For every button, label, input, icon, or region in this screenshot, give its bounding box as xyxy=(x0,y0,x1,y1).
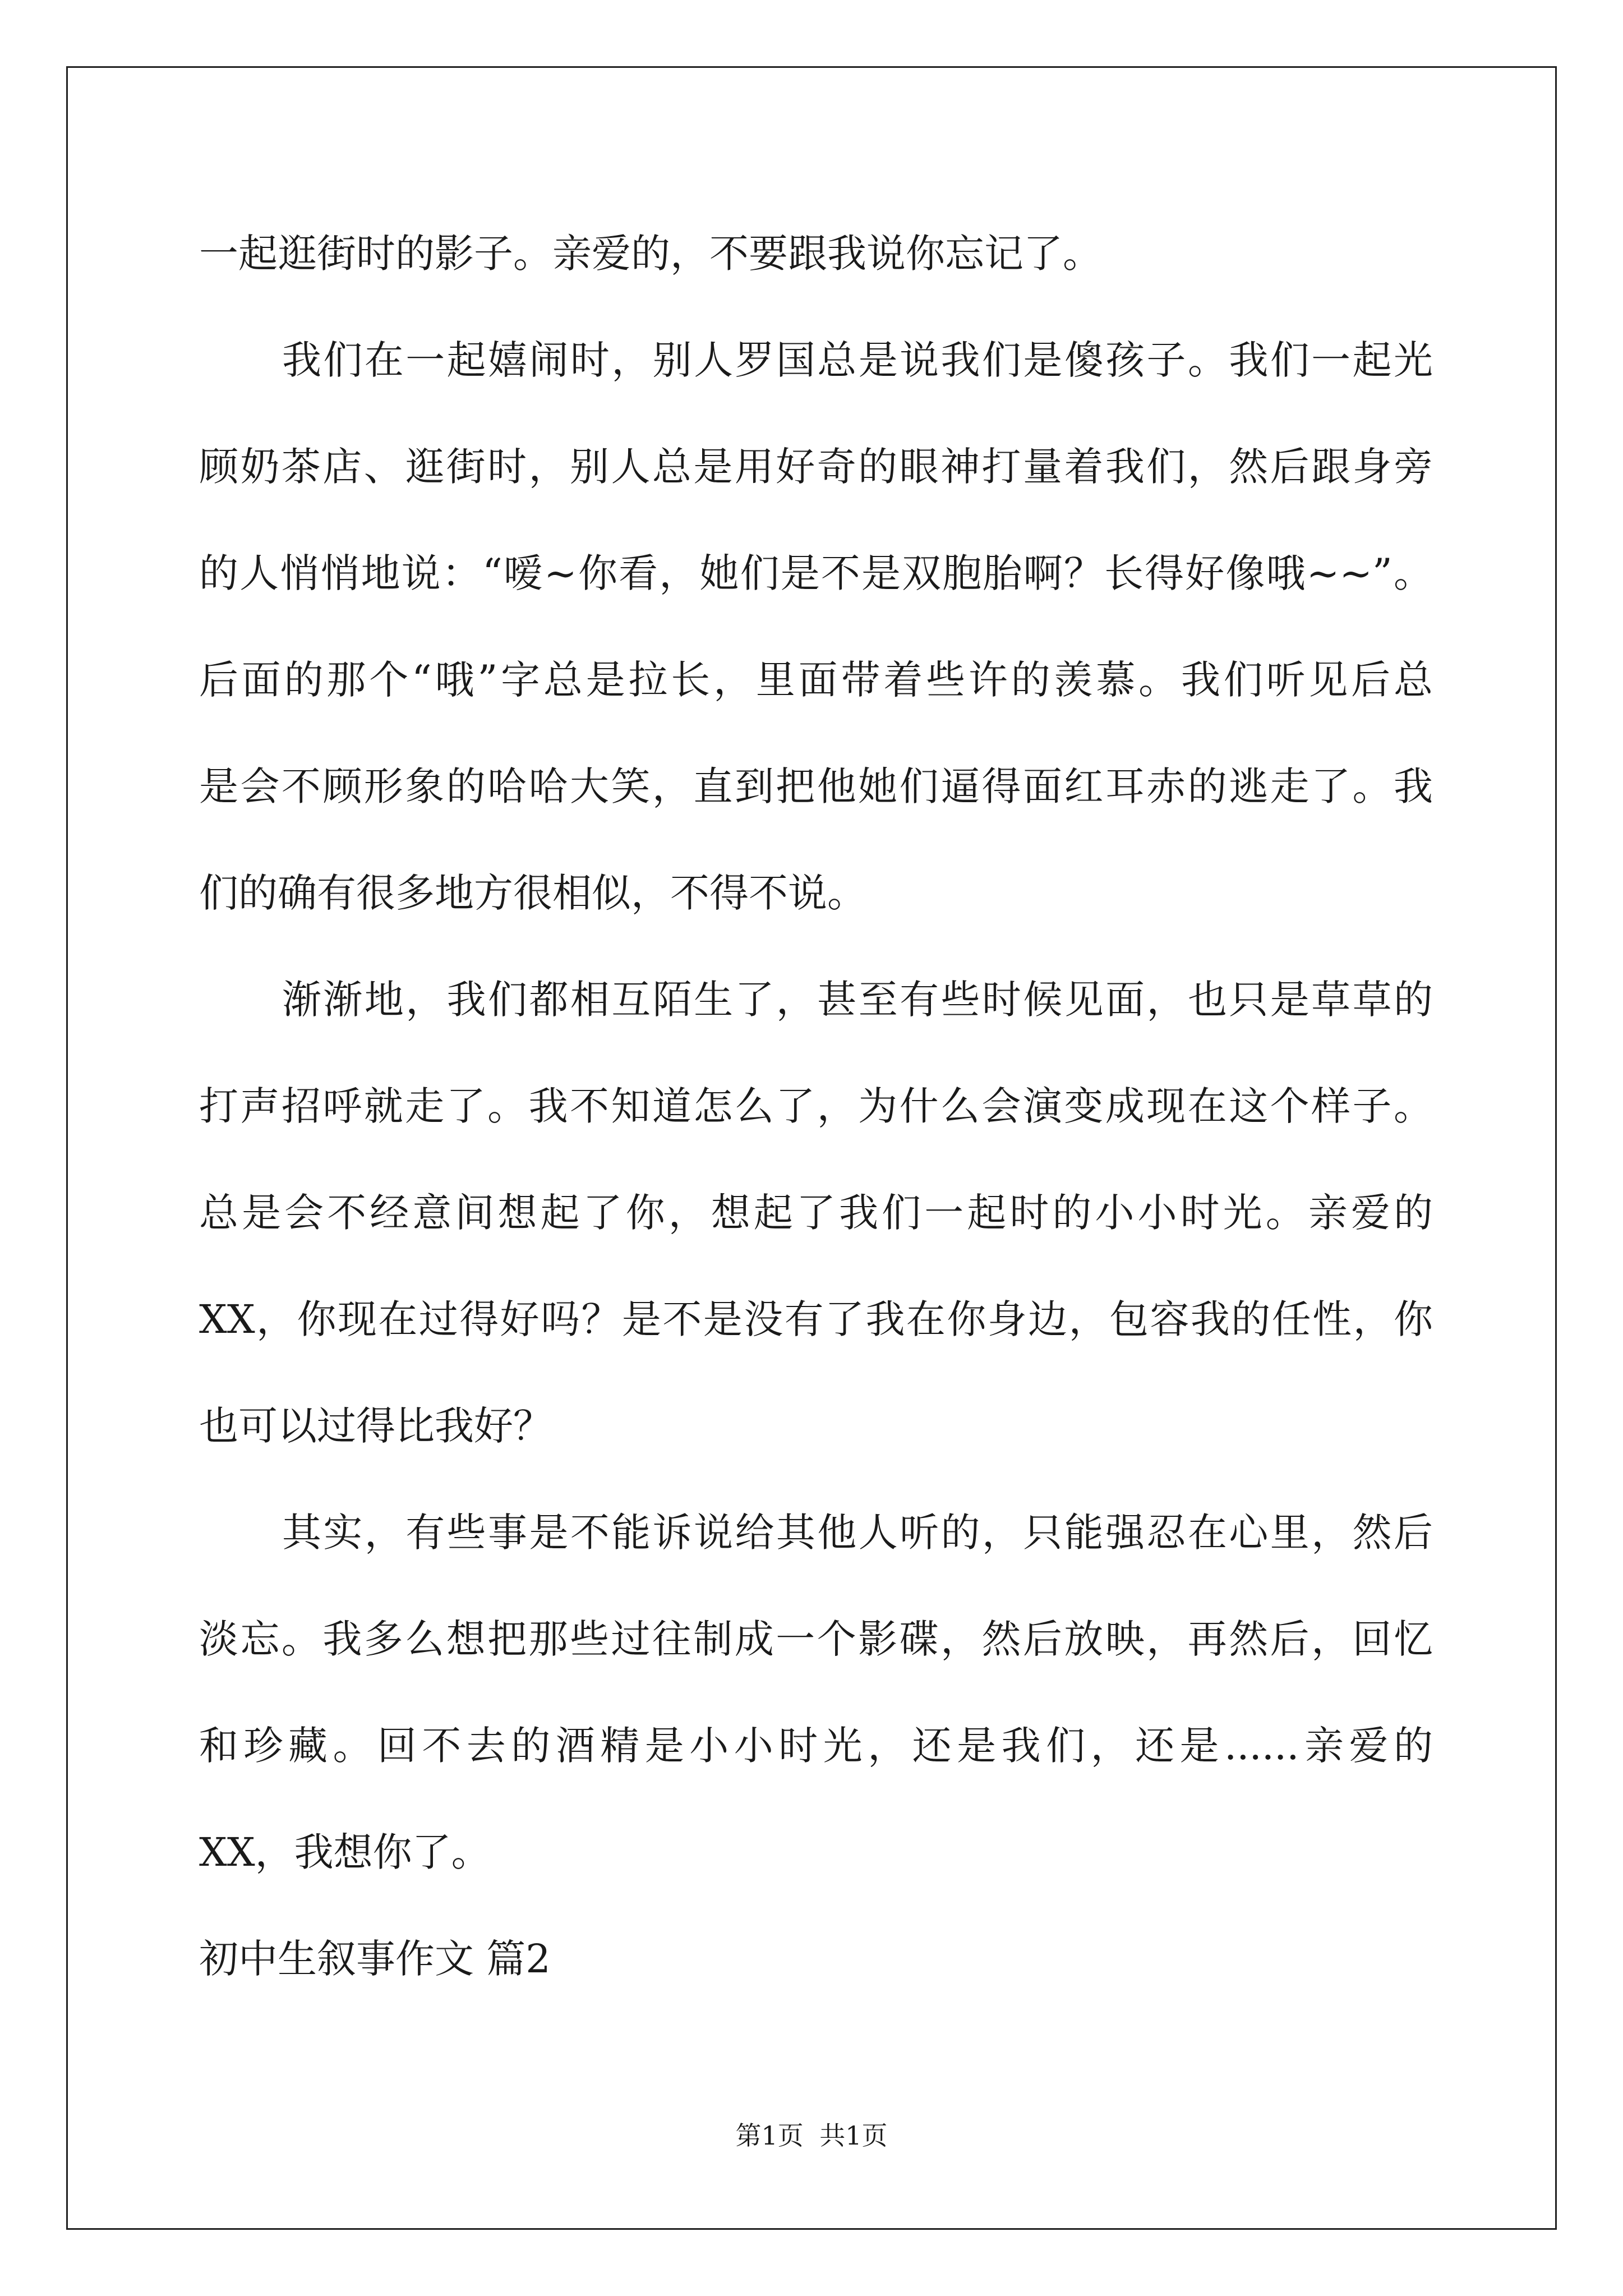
text-line: 一起逛街时的影子。亲爱的，不要跟我说你忘记了。 xyxy=(199,231,1102,277)
text-line: 的人悄悄地说：“嗳~你看，她们是不是双胞胎啊？长得好像哦~~”。 xyxy=(199,550,1433,596)
text-line: 顾奶茶店、逛街时，别人总是用好奇的眼神打量着我们，然后跟身旁 xyxy=(199,444,1433,490)
text-line: 和珍藏。回不去的酒精是小小时光，还是我们，还是......亲爱的 xyxy=(199,1723,1433,1769)
paragraph-first-line: 渐渐地，我们都相互陌生了，甚至有些时候见面，也只是草草的 xyxy=(282,977,1433,1023)
text-line: XX，我想你了。 xyxy=(199,1829,491,1875)
page-footer: 第1页 共1页 xyxy=(735,2120,888,2151)
section-heading: 初中生叙事作文 篇2 xyxy=(199,1936,551,1982)
document-body xyxy=(199,211,1433,2023)
text-line: 们的确有很多地方很相似，不得不说。 xyxy=(199,870,866,916)
text-line: 是会不顾形象的哈哈大笑，直到把他她们逼得面红耳赤的逃走了。我 xyxy=(199,763,1433,809)
paragraph-first-line: 其实，有些事是不能诉说给其他人听的，只能强忍在心里，然后 xyxy=(282,1510,1433,1556)
paragraph-first-line: 我们在一起嬉闹时，别人罗国总是说我们是傻孩子。我们一起光 xyxy=(282,337,1433,383)
text-line: 淡忘。我多么想把那些过往制成一个影碟，然后放映，再然后，回忆 xyxy=(199,1616,1433,1662)
text-line: 打声招呼就走了。我不知道怎么了，为什么会演变成现在这个样子。 xyxy=(199,1083,1433,1129)
text-line: XX，你现在过得好吗？是不是没有了我在你身边，包容我的任性，你 xyxy=(199,1296,1433,1342)
text-line: 总是会不经意间想起了你，想起了我们一起时的小小时光。亲爱的 xyxy=(199,1190,1433,1236)
text-line: 也可以过得比我好？ xyxy=(199,1403,552,1449)
text-line: 后面的那个“哦”字总是拉长，里面带着些许的羡慕。我们听见后总 xyxy=(199,657,1433,703)
